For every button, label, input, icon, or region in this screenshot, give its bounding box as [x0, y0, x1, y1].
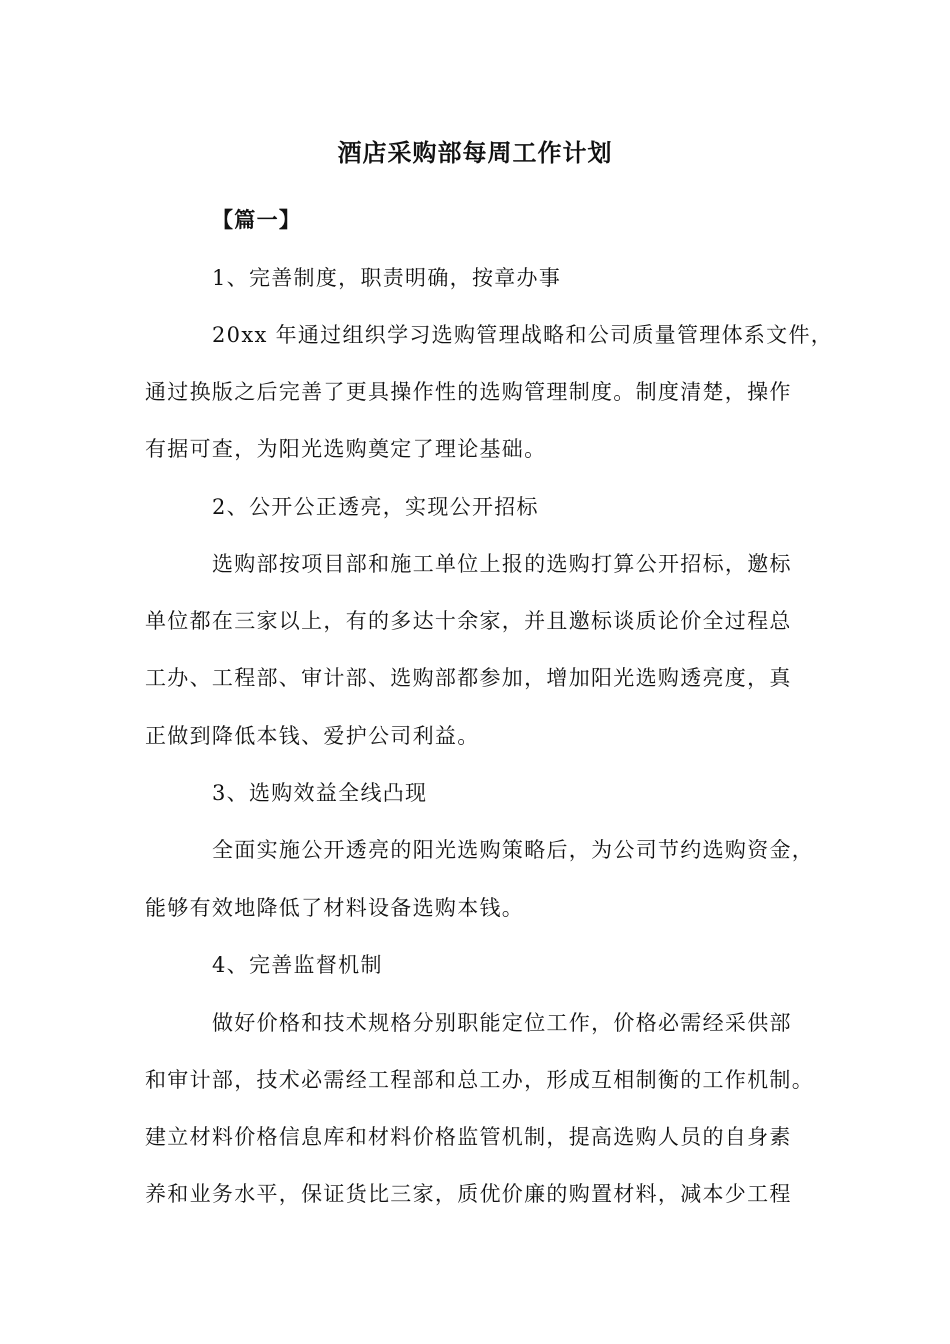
- paragraph-line: 单位都在三家以上，有的多达十余家，并且邀标谈质论价全过程总: [145, 609, 792, 633]
- heading-4: 4、完善监督机制: [212, 953, 383, 977]
- paragraph-line: 有据可查，为阳光选购奠定了理论基础。: [145, 437, 547, 461]
- section-label: 【篇一】: [212, 207, 302, 232]
- document-title: 酒店采购部每周工作计划: [337, 138, 613, 167]
- paragraph-line: 选购部按项目部和施工单位上报的选购打算公开招标，邀标: [212, 552, 792, 576]
- paragraph-line: 通过换版之后完善了更具操作性的选购管理制度。制度清楚，操作: [145, 380, 792, 404]
- paragraph-line: 能够有效地降低了材料设备选购本钱。: [145, 896, 525, 920]
- paragraph-line: 养和业务水平，保证货比三家，质优价廉的购置材料，减本少工程: [145, 1182, 792, 1206]
- heading-3: 3、选购效益全线凸现: [212, 781, 428, 805]
- paragraph-line: 全面实施公开透亮的阳光选购策略后，为公司节约选购资金，: [212, 838, 815, 862]
- paragraph-line: 建立材料价格信息库和材料价格监管机制，提高选购人员的自身素: [145, 1125, 792, 1149]
- heading-1: 1、完善制度，职责明确，按章办事: [212, 266, 562, 290]
- paragraph-line: 和审计部，技术必需经工程部和总工办，形成互相制衡的工作机制。: [145, 1068, 814, 1092]
- paragraph-line: 工办、工程部、审计部、选购部都参加，增加阳光选购透亮度，真: [145, 666, 792, 690]
- paragraph-line: 做好价格和技术规格分别职能定位工作，价格必需经采供部: [212, 1011, 792, 1035]
- paragraph-line: 20xx 年通过组织学习选购管理战略和公司质量管理体系文件，: [212, 323, 834, 347]
- heading-2: 2、公开公正透亮，实现公开招标: [212, 495, 539, 519]
- paragraph-line: 正做到降低本钱、爱护公司利益。: [145, 724, 480, 748]
